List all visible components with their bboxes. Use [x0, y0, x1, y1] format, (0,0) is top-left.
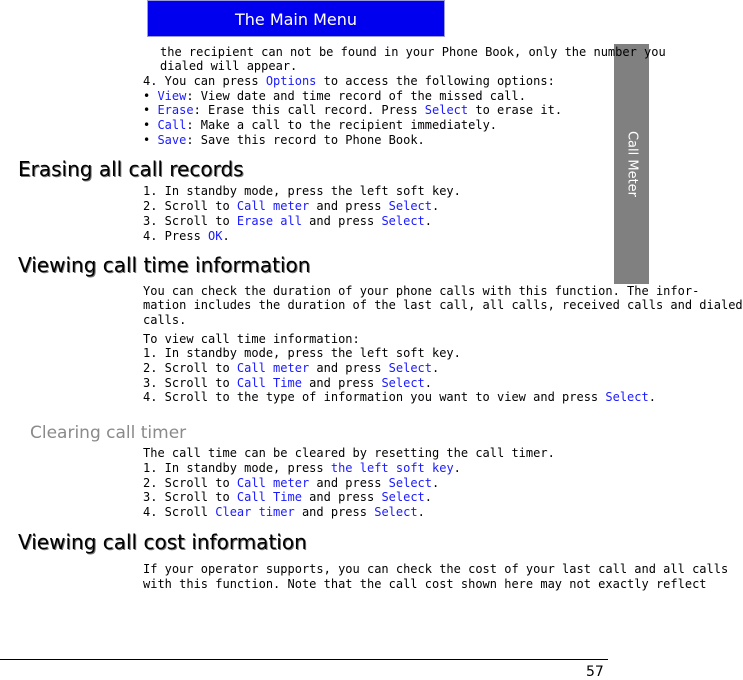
- step: 3. Scroll to Erase all and press Select.: [143, 214, 433, 228]
- options-link: Options: [265, 74, 317, 88]
- option-call: • Call: Make a call to the recipient immediately.: [143, 118, 498, 132]
- step: 1. In standby mode, press the left soft key.: [143, 461, 461, 475]
- paragraph-line: mation includes the duration of the last call, all calls, received calls and dialed: [143, 298, 743, 312]
- intro-line: the recipient can not be found in your Phone Book, only the number you: [160, 45, 666, 59]
- paragraph-line: If your operator supports, you can check the cost of your last call and all calls: [143, 562, 729, 576]
- paragraph-line: To view call time information:: [143, 332, 360, 346]
- paragraph-line: with this function. Note that the call cost shown here may not exactly reflect: [143, 577, 707, 591]
- option-save: • Save: Save this record to Phone Book.: [143, 133, 425, 147]
- step: 4. Scroll to the type of information you want to view and press Select.: [143, 390, 656, 404]
- subsection-heading-clear-timer: Clearing call timer: [30, 423, 187, 443]
- option-erase: • Erase: Erase this call record. Press Select to erase it.: [143, 103, 563, 117]
- side-tab-label: Call Meter: [624, 130, 639, 198]
- paragraph-line: The call time can be cleared by resetting the call timer.: [143, 446, 555, 460]
- main-menu-header: [147, 0, 445, 37]
- side-tab: [614, 44, 649, 284]
- intro-line: dialed will appear.: [160, 59, 298, 73]
- step: 2. Scroll to Call meter and press Select.: [143, 199, 440, 213]
- paragraph-line: You can check the duration of your phone calls with this function. The infor-: [143, 284, 700, 298]
- section-heading-erase-all: Erasing all call records: [18, 157, 244, 181]
- paragraph-line: calls.: [143, 313, 187, 327]
- step: 1. In standby mode, press the left soft key.: [143, 184, 461, 198]
- step: 2. Scroll to Call meter and press Select.: [143, 476, 440, 490]
- option-view: • View: View date and time record of the missed call.: [143, 89, 526, 103]
- step: 4. Press OK.: [143, 229, 230, 243]
- step: 4. Scroll Clear timer and press Select.: [143, 505, 425, 519]
- step: 3. Scroll to Call Time and press Select.: [143, 376, 433, 390]
- header-title: The Main Menu: [234, 10, 358, 29]
- section-heading-time-info: Viewing call time information: [18, 253, 311, 277]
- step: 1. In standby mode, press the left soft key.: [143, 346, 461, 360]
- section-heading-cost-info: Viewing call cost information: [18, 530, 307, 554]
- footer-divider: [0, 659, 608, 660]
- step: 3. Scroll to Call Time and press Select.: [143, 490, 433, 504]
- options-step: 4. You can press Options to access the following options:: [143, 74, 555, 88]
- page-number: 57: [586, 664, 604, 680]
- step: 2. Scroll to Call meter and press Select.: [143, 361, 440, 375]
